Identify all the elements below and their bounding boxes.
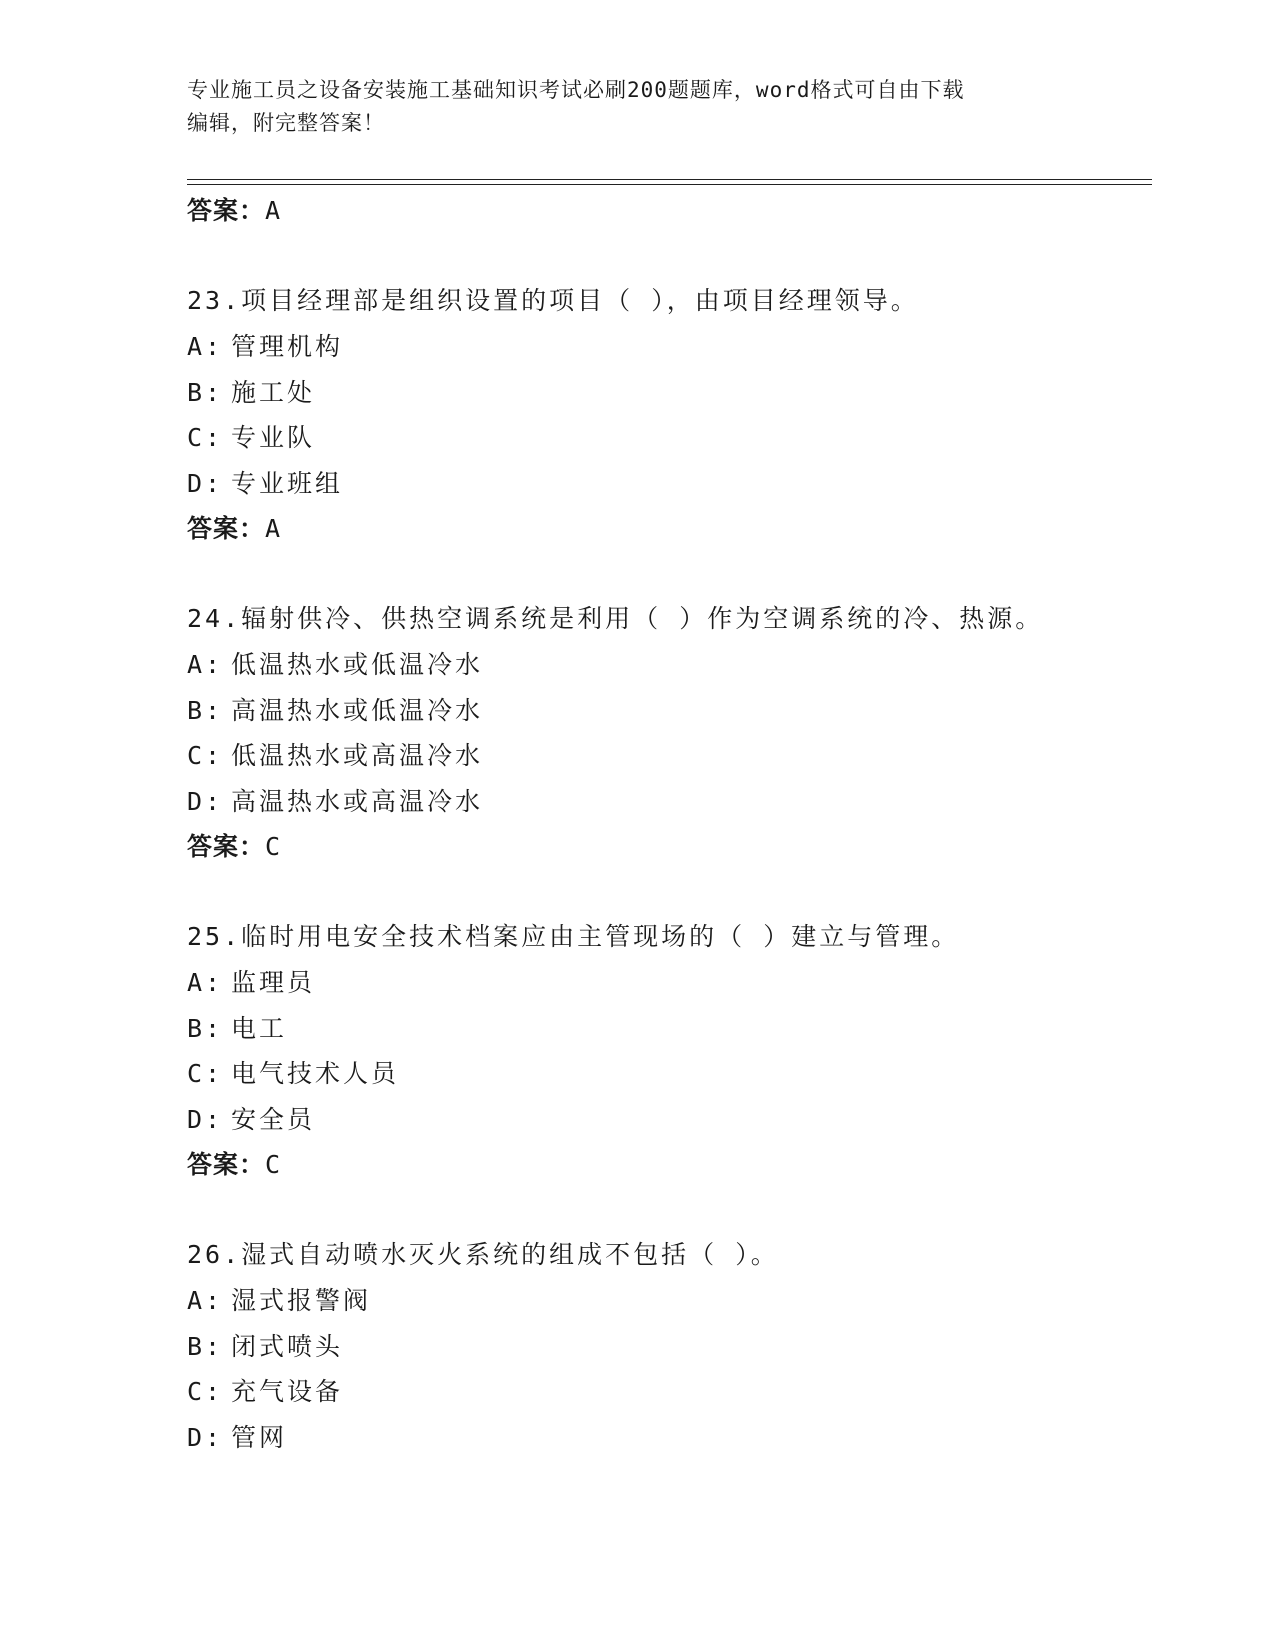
option-text: 管理机构 (231, 332, 344, 361)
option-text: 湿式报警阀 (231, 1286, 372, 1315)
option-key: D: (187, 786, 224, 816)
option-key: A: (187, 1286, 224, 1315)
option-d (187, 1097, 1152, 1143)
question-answer (187, 824, 1152, 870)
option-c (187, 1051, 1152, 1097)
option-b (187, 1006, 1152, 1052)
question-25 (187, 914, 1152, 1188)
option-d (187, 1415, 1152, 1461)
header-divider-top (187, 179, 1152, 180)
option-c (187, 415, 1152, 461)
question-stem: 23.项目经理部是组织设置的项目（ ），由项目经理领导。 (187, 286, 919, 315)
answer-label: 答案： (187, 832, 266, 861)
answer-label: 答案： (187, 514, 266, 543)
option-d (187, 461, 1152, 507)
header-line-1: 专业施工员之设备安装施工基础知识考试必刷200题题库，word格式可自由下载 (187, 78, 965, 102)
option-text: 施工处 (231, 377, 316, 407)
header-divider-bottom (187, 184, 1152, 185)
option-text: 监理员 (231, 968, 316, 997)
question-stem: 26.湿式自动喷水灭火系统的组成不包括（ ）。 (187, 1240, 779, 1269)
option-text: 专业队 (231, 423, 316, 452)
option-text: 专业班组 (231, 468, 344, 498)
option-key: C: (187, 1059, 224, 1088)
answer-value: A (265, 196, 282, 225)
option-c (187, 733, 1152, 779)
option-a (187, 324, 1152, 370)
option-a (187, 960, 1152, 1006)
header-line-2: 编辑，附完整答案！ (187, 111, 385, 135)
option-key: D: (187, 468, 224, 498)
option-c (187, 1369, 1152, 1415)
option-text: 高温热水或高温冷水 (231, 786, 484, 816)
option-key: B: (187, 695, 224, 725)
option-key: B: (187, 377, 224, 407)
option-key: A: (187, 332, 224, 361)
answer-label: 答案： (187, 1150, 266, 1179)
option-key: C: (187, 1377, 224, 1406)
option-key: D: (187, 1422, 224, 1452)
option-b (187, 688, 1152, 734)
question-26 (187, 1232, 1152, 1460)
question-stem: 24.辐射供冷、供热空调系统是利用（ ）作为空调系统的冷、热源。 (187, 604, 1044, 633)
option-key: C: (187, 423, 224, 452)
option-a (187, 642, 1152, 688)
document-header (187, 74, 1067, 140)
answer-label: 答案： (187, 196, 266, 225)
answer-value: A (265, 514, 282, 543)
option-text: 管网 (231, 1422, 288, 1452)
question-answer (187, 506, 1152, 552)
option-b (187, 370, 1152, 416)
previous-answer (187, 188, 1152, 234)
option-text: 高温热水或低温冷水 (231, 695, 484, 725)
option-text: 闭式喷头 (231, 1331, 344, 1361)
option-key: B: (187, 1331, 224, 1361)
option-key: D: (187, 1104, 224, 1134)
option-b (187, 1324, 1152, 1370)
page-content (187, 188, 1152, 1460)
question-stem: 25.临时用电安全技术档案应由主管现场的（ ）建立与管理。 (187, 922, 960, 951)
answer-value: C (265, 832, 282, 861)
option-key: C: (187, 741, 224, 770)
option-d (187, 779, 1152, 825)
option-text: 低温热水或高温冷水 (231, 741, 484, 770)
option-key: A: (187, 650, 224, 679)
option-key: A: (187, 968, 224, 997)
option-text: 充气设备 (231, 1377, 344, 1406)
question-24 (187, 596, 1152, 870)
option-a (187, 1278, 1152, 1324)
answer-value: C (265, 1150, 282, 1179)
option-text: 电工 (231, 1013, 288, 1043)
option-text: 安全员 (231, 1104, 316, 1134)
question-23 (187, 278, 1152, 552)
option-text: 电气技术人员 (231, 1059, 400, 1088)
option-key: B: (187, 1013, 224, 1043)
option-text: 低温热水或低温冷水 (231, 650, 484, 679)
question-answer (187, 1142, 1152, 1188)
